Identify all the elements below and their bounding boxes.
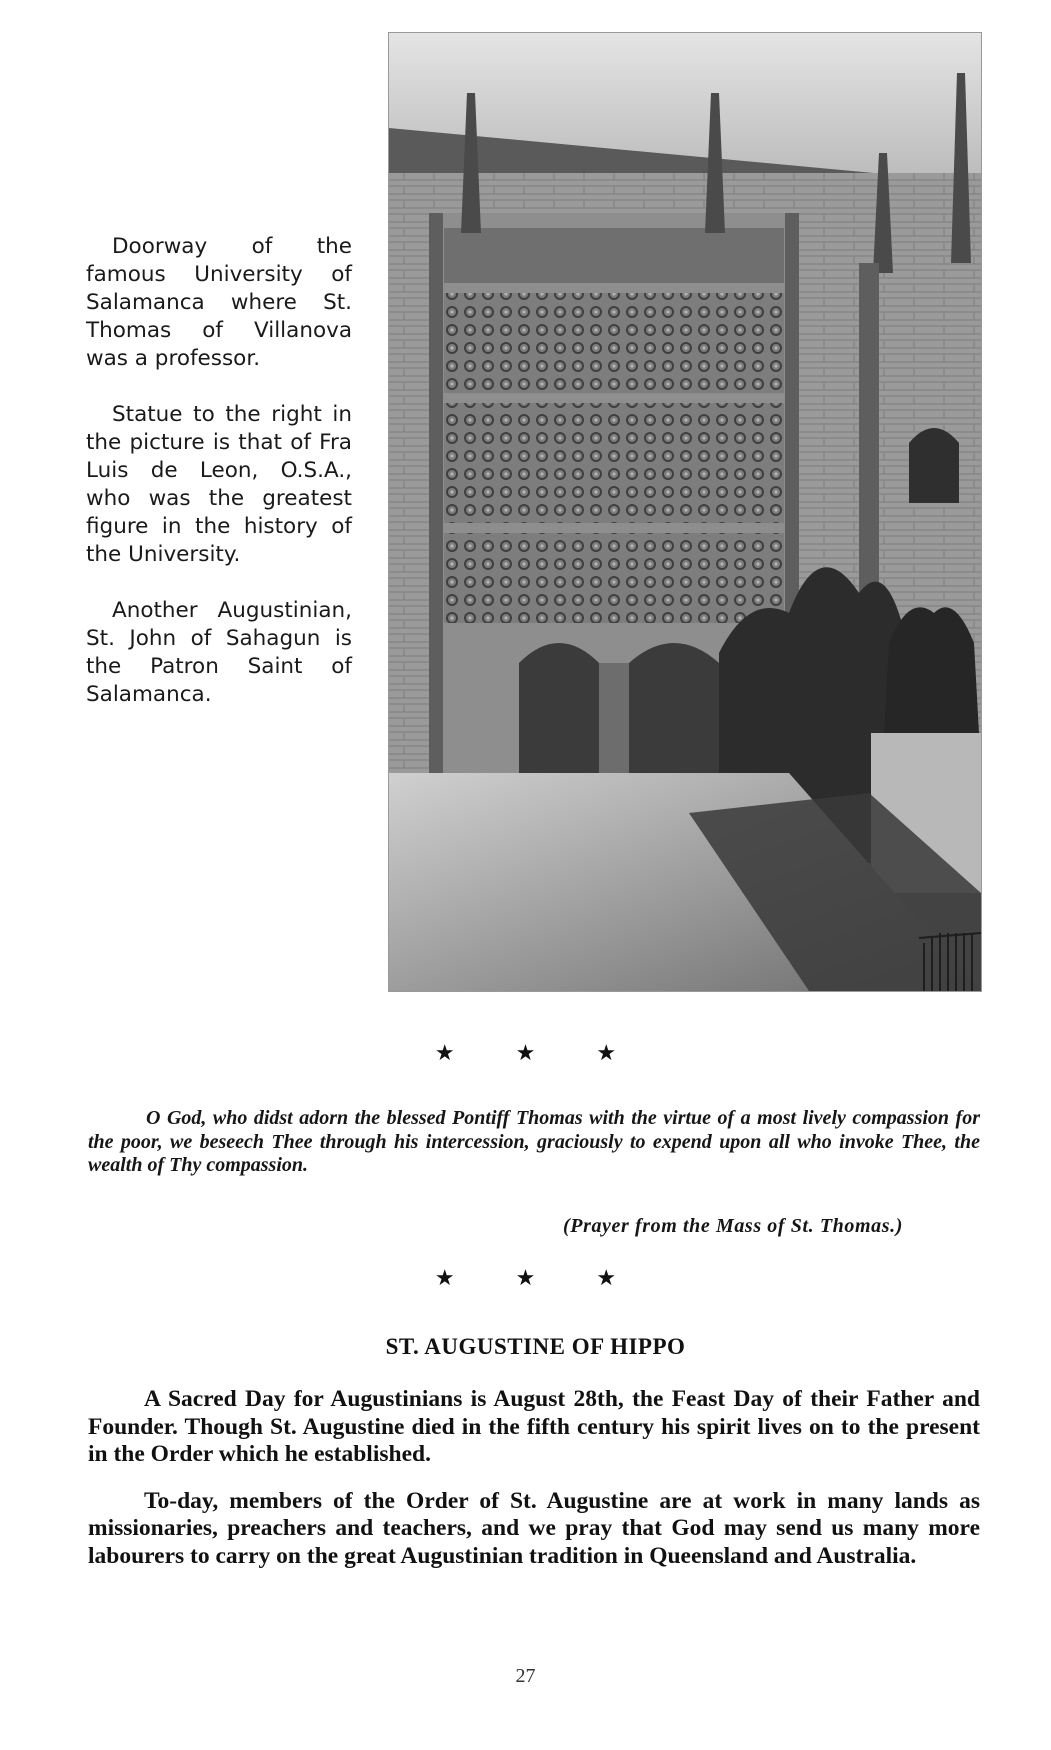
section-body [88, 1386, 980, 1589]
coat-of-arms-panel [444, 403, 784, 523]
prayer-text: O God, who didst adorn the blessed Pontiff Thomas with the virtue of a most lively compassion for the poor, we beseech Thee through his intercession, graciously to expend upon all who invoke Thee, the wealth of Thy compassion. [88, 1107, 980, 1176]
page-number: 27 [515, 1665, 536, 1687]
star-divider-top [0, 1041, 1051, 1066]
star-icon: ★ [434, 1041, 455, 1066]
star-divider-bottom [0, 1266, 1051, 1291]
carved-frieze [444, 293, 784, 393]
left-door [519, 643, 599, 773]
photo-caption [86, 233, 352, 737]
caption-paragraph: Doorway of the famous University of Salamanca where St. Thomas of Villanova was a professor. [86, 234, 352, 371]
star-icon: ★ [515, 1041, 536, 1066]
medallion-panel [444, 533, 784, 623]
star-icon: ★ [596, 1041, 617, 1066]
statue [884, 607, 979, 733]
photo-illustration [389, 33, 981, 991]
crest-band [444, 228, 784, 283]
right-door [629, 643, 719, 773]
university-doorway-photo [388, 32, 982, 992]
star-icon: ★ [515, 1266, 536, 1291]
caption-paragraph: Statue to the right in the picture is that of Fra Luis de Leon, O.S.A., who was the greatest figure in the history of the University. [86, 402, 352, 567]
arched-window [909, 428, 959, 503]
caption-paragraph: Another Augustinian, St. John of Sahagun is the Patron Saint of Salamanca. [86, 598, 352, 707]
star-icon: ★ [596, 1266, 617, 1291]
door-pillar [599, 663, 629, 773]
star-icon: ★ [434, 1266, 455, 1291]
body-paragraph: A Sacred Day for Augustinians is August 28th, the Feast Day of their Father and Founder. Though St. Augustine died in the fifth century his spirit lives on to the present in the Order which he established. [88, 1386, 980, 1467]
body-paragraph: To-day, members of the Order of St. Augustine are at work in many lands as missionaries, preachers and teachers, and we pray that God may send us many more labourers to carry on the great Augustinian tradition in Queensland and Australia. [88, 1487, 980, 1569]
section-heading: ST. AUGUSTINE OF HIPPO [385, 1334, 686, 1359]
prayer-source: (Prayer from the Mass of St. Thomas.) [563, 1215, 903, 1237]
